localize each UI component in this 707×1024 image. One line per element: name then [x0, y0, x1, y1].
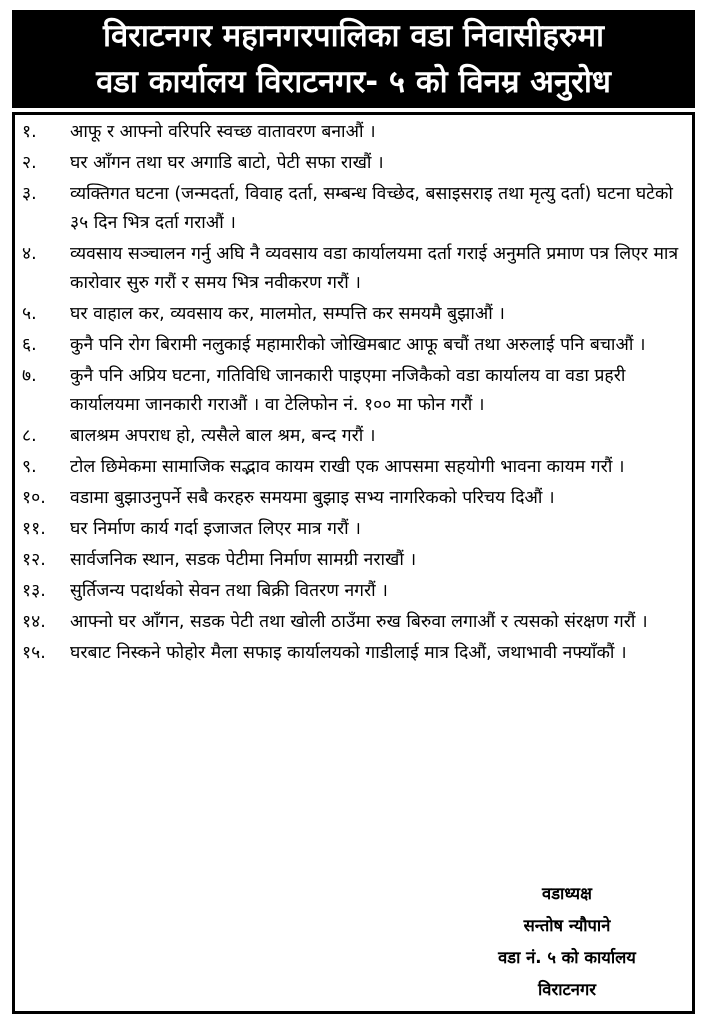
item-number: १.: [22, 122, 37, 142]
item-text: घर निर्माण कार्य गर्दा इजाजत लिएर मात्र गरौं ।: [70, 519, 361, 539]
item-number: १२.: [22, 550, 46, 570]
header-line-2: वडा कार्यालय विराटनगर- ५ को विनम्र अनुरोध: [96, 64, 611, 100]
item-text: वडामा बुझाउनुपर्ने सबै करहरु समयमा बुझाइ सभ्य नागरिकको परिचय दिऔं ।: [70, 488, 555, 508]
item-text: व्यवसाय सञ्चालन गर्नु अघि नै व्यवसाय वडा कार्यालयमा दर्ता गराई अनुमति प्रमाण पत्र लिएर मात्र कारोवार सुरु गरौं र समय भित्र नवीकरण गरौं ।: [70, 244, 679, 293]
list-item: [20, 300, 686, 329]
item-text: कुनै पनि अप्रिय घटना, गतिविधि जानकारी पाइएमा नजिकैको वडा कार्यालय वा वडा प्रहरी कार्यालयमा जानकारी गराऔं । वा टेलिफोन नं. १०० मा फोन गरौं ।: [70, 366, 626, 415]
item-number: १५.: [22, 643, 46, 663]
item-text: कुनै पनि रोग बिरामी नलुकाई महामारीको जोखिमबाट आफू बचौं तथा अरुलाई पनि बचाऔं ।: [70, 335, 646, 355]
list-item: [20, 240, 686, 298]
list-item: [20, 608, 686, 637]
item-number: १३.: [22, 581, 46, 601]
signature-name: सन्तोष न्यौपाने: [523, 916, 611, 935]
item-text: आफू र आफ्नो वरिपरि स्वच्छ वातावरण बनाऔं ।: [70, 122, 376, 142]
item-text: घर वाहाल कर, व्यवसाय कर, मालमोत, सम्पत्ति कर समयमै बुझाऔं ।: [70, 304, 505, 324]
list-item: [20, 639, 686, 668]
request-list: [20, 118, 686, 670]
item-number: ६.: [22, 335, 37, 355]
list-item: [20, 515, 686, 544]
list-item: [20, 362, 686, 420]
item-number: ४.: [22, 244, 37, 264]
item-number: २.: [22, 153, 37, 173]
item-number: ९.: [22, 457, 37, 477]
item-number: ११.: [22, 519, 46, 539]
list-item: [20, 546, 686, 575]
list-item: [20, 149, 686, 178]
item-number: १०.: [22, 488, 46, 508]
header-line-1: विराटनगर महानगरपालिका वडा निवासीहरुमा: [102, 18, 605, 54]
list-item: [20, 118, 686, 147]
item-number: ३.: [22, 184, 37, 204]
header-banner: [12, 10, 695, 108]
item-number: १४.: [22, 612, 46, 632]
signature-block: [457, 878, 677, 1006]
item-text: सार्वजनिक स्थान, सडक पेटीमा निर्माण सामग्री नराखौं ।: [70, 550, 417, 570]
item-text: व्यक्तिगत घटना (जन्मदर्ता, विवाह दर्ता, सम्बन्ध विच्छेद, बसाइसराइ तथा मृत्यु दर्ता) घटना घटेको ३५ दिन भित्र दर्ता गराऔं ।: [70, 184, 673, 233]
list-item: [20, 577, 686, 606]
item-text: आफ्नो घर आँगन, सडक पेटी तथा खोली ठाउँमा रुख बिरुवा लगाऔं र त्यसको संरक्षण गरौं ।: [70, 612, 648, 632]
signature-city: विराटनगर: [538, 980, 596, 999]
list-item: [20, 422, 686, 451]
item-text: सुर्तिजन्य पदार्थको सेवन तथा बिक्री वितरण नगरौं ।: [70, 581, 388, 601]
list-item: [20, 331, 686, 360]
list-item: [20, 453, 686, 482]
list-item: [20, 180, 686, 238]
item-text: टोल छिमेकमा सामाजिक सद्भाव कायम राखी एक आपसमा सहयोगी भावना कायम गरौं ।: [70, 457, 625, 477]
item-text: घर आँगन तथा घर अगाडि बाटो, पेटी सफा राखौं ।: [70, 153, 384, 173]
list-item: [20, 484, 686, 513]
signature-title: वडाध्यक्ष: [542, 884, 592, 903]
signature-office: वडा नं. ५ को कार्यालय: [498, 948, 636, 967]
item-text: घरबाट निस्कने फोहोर मैला सफाइ कार्यालयको गाडीलाई मात्र दिऔं, जथाभावी नफ्याँकौं ।: [70, 643, 627, 663]
item-text: बालश्रम अपराध हो, त्यसैले बाल श्रम, बन्द गरौं ।: [70, 426, 376, 446]
item-number: ८.: [22, 426, 37, 446]
item-number: ५.: [22, 304, 37, 324]
item-number: ७.: [22, 366, 37, 386]
